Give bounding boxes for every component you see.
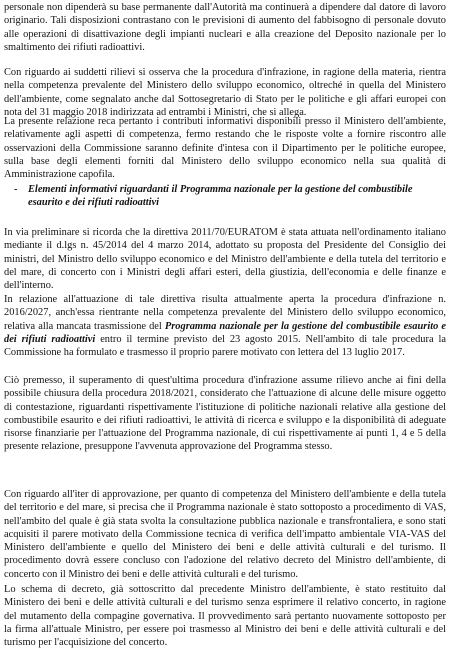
paragraph-premesso — [4, 374, 446, 454]
section-heading — [14, 183, 442, 210]
paragraph-rilievi — [4, 66, 446, 119]
paragraph-text: Con riguardo all'iter di approvazione, per quanto di competenza del Ministero dell'ambiente e della tutela del territorio e del mare, si precisa che il Programma nazionale è stato sottoposto a procedimento di VAS, nell'ambito del quale è già stata svolta la consultazione pubblica nazionale e transfrontaliera, e sono stati acquisiti il parere motivato della Commissione tecnica di verifica dell'impatto ambientale VIA-VAS del Ministero dell'ambiente e quello del Ministero dei beni e delle attività culturali e del turismo. Il procedimento dovrà essere concluso con l'adozione del relativo decreto del Ministro dell'ambiente, di concerto con il Ministro dei beni e delle attività culturali e del turismo. — [4, 489, 446, 580]
programma-title: Programma nazionale per la gestione del combustibile esaurito e dei rifiuti radioattivi — [4, 320, 446, 345]
paragraph-text-c: entro il termine previsto del 23 agosto 2015. Nell'ambito di tale procedura la Commissione ha formulato e trasmesso il proprio parere motivato con lettera del 13 luglio 2017. — [4, 333, 447, 359]
paragraph-text: La presente relazione reca pertanto i contributi informativi disponibili presso il Ministero dell'ambiente, relativamente agli aspetti di competenza, fermo restando che le risposte volte a fornire riscontro alle osservazioni della Commissione saranno definite d'intesa con il Dipartimento per le politiche europee, sulla base degli elementi forniti dal Ministero dello sviluppo economico nella sua qualità di Amministrazione capofila. — [4, 116, 446, 181]
paragraph-iter — [4, 488, 446, 581]
paragraph-text: Ciò premesso, il superamento di quest'ultima procedura d'infrazione assume rilievo anche ai fini della possibile chiusura della procedura 2018/2021, considerato che l'attuazione di alcune delle misure oggetto di contestazione, riguardanti rispettivamente l'istituzione di politiche nazionali relative alla gestione del combustibile esaurito e dei rifiuti radioattivi, le attività di ricerca e sviluppo e la disponibilità di adeguate risorse finanziarie per l'attuazione del Programma nazionale, di cui rispettivamente ai punti 1, 4 e 5 della presente relazione, presuppone l'avvenuta approvazione del Programma stesso. — [4, 375, 446, 453]
paragraph-schema-decreto — [4, 583, 446, 649]
paragraph-text-a: In relazione all'attuazione di tale direttiva risulta attualmente aperta la procedura d'infrazione n. 2016/2027, anch'essa rientrante nella competenza prevalente del Ministero dello sviluppo economico, relativa alla mancata trasmissione del — [4, 294, 446, 332]
paragraph-text: Con riguardo ai suddetti rilievi si osserva che la procedura d'infrazione, in ragione della materia, rientra nella competenza prevalente del Ministero dello sviluppo economico, oltreché in quella del Ministero dell'ambiente, come segnalato anche dal Sottosegretario di Stato per le politiche e gli affari europei con nota del 31 maggio 2018 indirizzata ad entrambi i Ministri, che si allega. — [4, 67, 446, 118]
paragraph-infrazione — [4, 293, 446, 359]
heading-bullet: - — [14, 184, 18, 195]
paragraph-text: personale non dipenderà su base permanente dall'Autorità ma continuerà a dipendere dal datore di lavoro originario. Tali disposizioni contrastano con le previsioni di aumento del fabbisogno di personale dovuto alle operazioni di disattivazione degli impianti nucleari e alla creazione del Deposito nazionale per lo smaltimento dei rifiuti radioattivi. — [4, 2, 446, 53]
paragraph-personale — [4, 1, 446, 54]
heading-text: Elementi informativi riguardanti il Programma nazionale per la gestione del combustibile esaurito e dei rifiuti radioattivi — [28, 184, 413, 209]
paragraph-text: Lo schema di decreto, già sottoscritto dal precedente Ministro dell'ambiente, è stato restituito dal Ministero dei beni e delle attività culturali e del turismo senza esprimere il relativo concerto, in ragione del mutamento della compagine governativa. Il provvedimento sarà pertanto nuovamente sottoposto per la firma all'attuale Ministro, per essere poi trasmesso al Ministro dei beni e delle attività culturali e del turismo per l'acquisizione del concerto. — [4, 584, 446, 649]
paragraph-direttiva — [4, 226, 446, 292]
paragraph-relazione — [4, 115, 446, 181]
paragraph-text: In via preliminare si ricorda che la direttiva 2011/70/EURATOM è stata attuata nell'ordinamento italiano mediante il d.lgs n. 45/2014 del 4 marzo 2014, adottato su proposta del Presidente del Consiglio dei ministri, del Ministro dello sviluppo economico e del Ministro dell'ambiente e della tutela del territorio e del mare, di concerto con i Ministri degli affari esteri, della giustizia, dell'economia e delle finanze e dell'interno. — [4, 227, 446, 292]
